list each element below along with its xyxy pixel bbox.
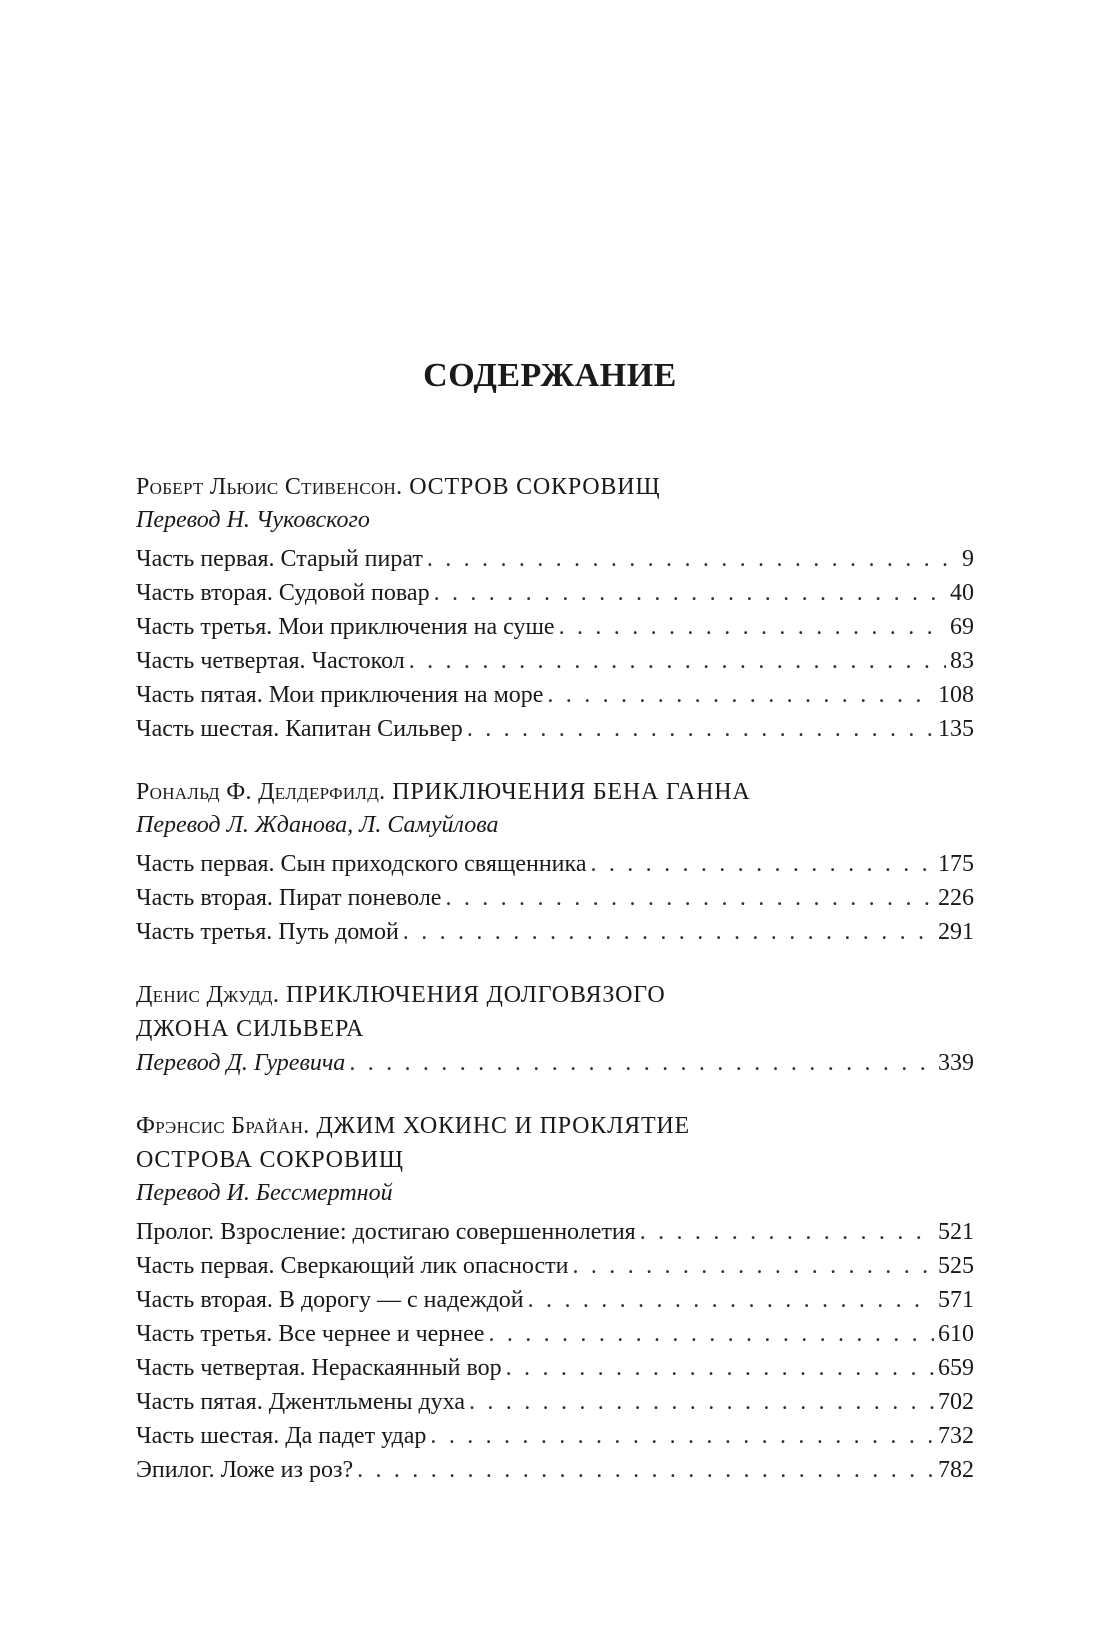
entry-title: Часть третья. Все чернее и чернее: [136, 1321, 485, 1347]
toc-entry[interactable]: [136, 678, 974, 712]
toc-entry[interactable]: [136, 1385, 974, 1419]
toc-entry[interactable]: [136, 881, 974, 915]
work-title: ДЖИМ ХОКИНС И ПРОКЛЯТИЕ: [316, 1113, 691, 1139]
dot-leader: [409, 644, 946, 678]
dot-leader: [357, 1453, 934, 1487]
toc-entry[interactable]: [136, 712, 974, 746]
section-heading: [136, 470, 974, 504]
dot-leader: [573, 1249, 935, 1283]
toc-section-delderfield: [136, 775, 974, 949]
toc-entry[interactable]: [136, 542, 974, 576]
author-name: Фрэнсис Брайан.: [136, 1113, 310, 1139]
translator-credit: Перевод И. Бессмертной: [136, 1180, 393, 1206]
toc-entry[interactable]: [136, 847, 974, 881]
entry-title: Часть вторая. В дорогу — с надеждой: [136, 1287, 524, 1313]
entry-title: Часть вторая. Судовой повар: [136, 580, 430, 606]
dot-leader: [445, 881, 934, 915]
section-heading: [136, 1109, 974, 1143]
toc-entry[interactable]: [136, 1283, 974, 1317]
page-number: 732: [938, 1423, 974, 1449]
dot-leader: [403, 915, 934, 949]
toc-section-stevenson: [136, 470, 974, 746]
toc-entry[interactable]: [136, 915, 974, 949]
page-number: 571: [938, 1287, 974, 1313]
entry-title: Часть шестая. Капитан Сильвер: [136, 716, 463, 742]
entry-title: Пролог. Взросление: достигаю совершеннолетия: [136, 1219, 636, 1245]
dot-leader: [349, 1046, 934, 1080]
entry-title: Часть пятая. Мои приключения на море: [136, 682, 544, 708]
dot-leader: [640, 1215, 934, 1249]
toc-section-bryan: [136, 1109, 974, 1487]
entry-title: Часть первая. Старый пират: [136, 546, 423, 572]
entry-title: Часть первая. Сверкающий лик опасности: [136, 1253, 569, 1279]
dot-leader: [547, 678, 934, 712]
table-of-contents: [136, 470, 974, 1516]
dot-leader: [559, 610, 946, 644]
dot-leader: [467, 712, 934, 746]
entry-title: Часть первая. Сын приходского священника: [136, 851, 587, 877]
work-title: ПРИКЛЮЧЕНИЯ ДОЛГОВЯЗОГО: [285, 982, 666, 1008]
page-number: 610: [938, 1321, 974, 1347]
author-name: Рональд Ф. Делдерфилд.: [136, 779, 386, 805]
dot-leader: [528, 1283, 934, 1317]
page-number: 339: [938, 1050, 974, 1076]
page-number: 521: [938, 1219, 974, 1245]
entry-title: Часть третья. Мои приключения на суше: [136, 614, 555, 640]
translator-credit: Перевод Л. Жданова, Л. Самуйлова: [136, 812, 499, 838]
toc-entry[interactable]: [136, 610, 974, 644]
toc-entry[interactable]: [136, 1215, 974, 1249]
work-title-continued: ДЖОНА СИЛЬВЕРА: [136, 1016, 365, 1042]
page-number: 108: [938, 682, 974, 708]
page-title: СОДЕРЖАНИЕ: [423, 356, 677, 394]
dot-leader: [506, 1351, 934, 1385]
toc-entry[interactable]: [136, 1317, 974, 1351]
page-number: 69: [950, 614, 974, 640]
dot-leader: [469, 1385, 934, 1419]
section-heading: [136, 775, 974, 809]
entry-title: Часть четвертая. Частокол: [136, 648, 405, 674]
page-number: 226: [938, 885, 974, 911]
toc-entry[interactable]: [136, 1249, 974, 1283]
dot-leader: [434, 576, 946, 610]
author-name: Роберт Льюис Стивенсон.: [136, 474, 403, 500]
toc-entry[interactable]: [136, 1453, 974, 1487]
dot-leader: [427, 542, 958, 576]
page-number: 135: [938, 716, 974, 742]
work-title: ОСТРОВ СОКРОВИЩ: [409, 474, 661, 500]
section-heading: [136, 978, 974, 1012]
author-name: Денис Джудд.: [136, 982, 280, 1008]
page-number: 782: [938, 1457, 974, 1483]
page-number: 525: [938, 1253, 974, 1279]
toc-entry[interactable]: [136, 1419, 974, 1453]
entry-title: Часть вторая. Пират поневоле: [136, 885, 442, 911]
entry-title: Эпилог. Ложе из роз?: [136, 1457, 354, 1483]
work-title-continued: ОСТРОВА СОКРОВИЩ: [136, 1147, 404, 1173]
page-number: 702: [938, 1389, 974, 1415]
page-number: 659: [938, 1355, 974, 1381]
toc-entry[interactable]: [136, 1351, 974, 1385]
toc-entry[interactable]: [136, 576, 974, 610]
entry-title: Часть шестая. Да падет удар: [136, 1423, 427, 1449]
dot-leader: [488, 1317, 934, 1351]
entry-title: Часть третья. Путь домой: [136, 919, 399, 945]
translator-credit: Перевод Н. Чуковского: [136, 507, 370, 533]
dot-leader: [430, 1419, 934, 1453]
page-number: 175: [938, 851, 974, 877]
dot-leader: [590, 847, 934, 881]
page-number: 83: [950, 648, 974, 674]
toc-entry[interactable]: [136, 1046, 974, 1080]
page-number: 9: [962, 546, 974, 572]
page-number: 40: [950, 580, 974, 606]
entry-title: Часть четвертая. Нераскаянный вор: [136, 1355, 502, 1381]
work-title: ПРИКЛЮЧЕНИЯ БЕНА ГАННА: [392, 779, 751, 805]
toc-section-judd: [136, 978, 974, 1080]
entry-title: Перевод Д. Гуревича: [136, 1050, 346, 1076]
entry-title: Часть пятая. Джентльмены духа: [136, 1389, 465, 1415]
toc-entry[interactable]: [136, 644, 974, 678]
page-number: 291: [938, 919, 974, 945]
